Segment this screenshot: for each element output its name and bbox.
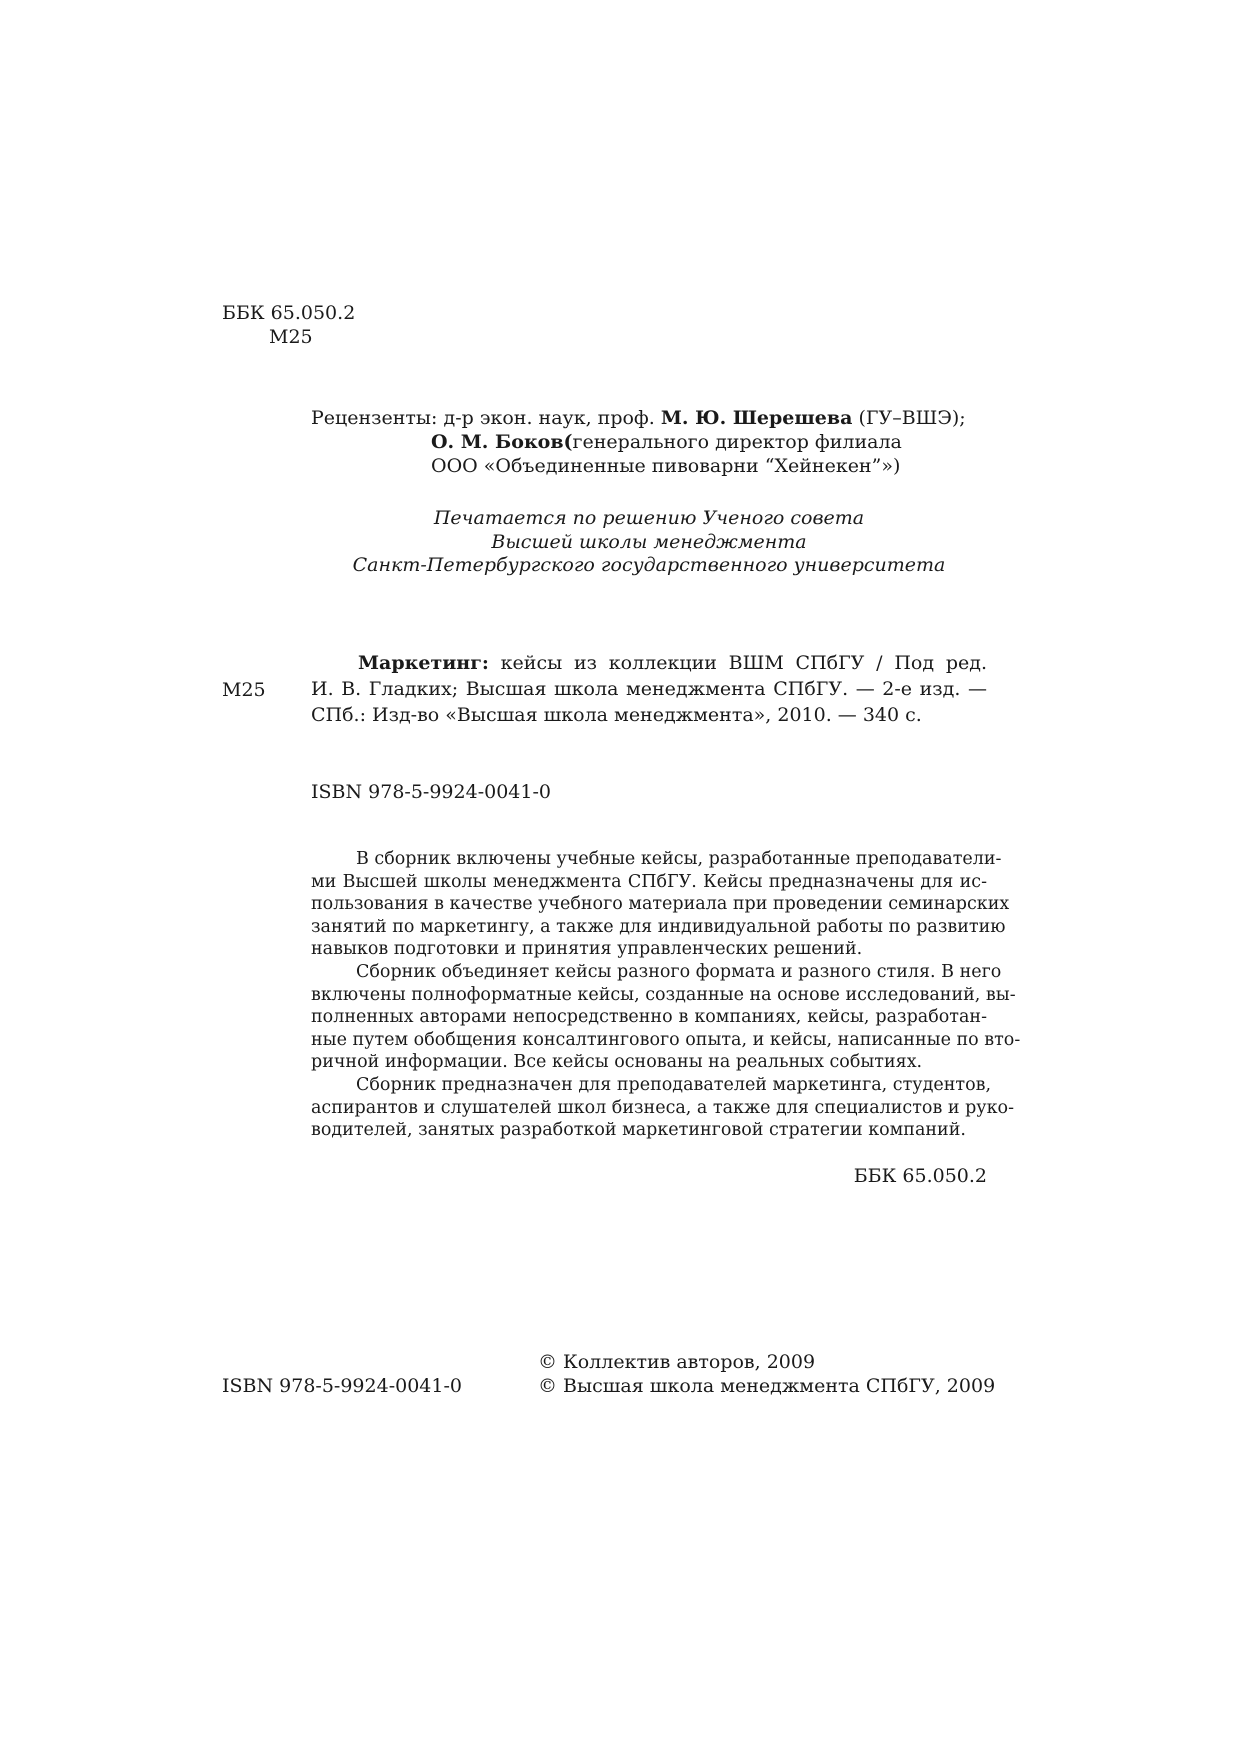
bibliographic-line-3: СПб.: Изд-во «Высшая школа менеджмента», 2010. — 340 с. xyxy=(311,704,922,726)
reviewers-line-2 xyxy=(431,430,902,454)
reviewer-2-position: генерального директор филиала xyxy=(572,431,902,453)
abstract-line: В сборник включены учебные кейсы, разработанные преподаватели- xyxy=(356,849,1002,869)
abstract-line: ные путем обобщения консалтингового опыта, и кейсы, написанные по вто- xyxy=(311,1029,1021,1050)
bbk-code: ББК 65.050.2 xyxy=(222,302,356,324)
approval-line-3: Санкт-Петербургского государственного университета xyxy=(352,554,946,576)
reviewers-label: Рецензенты: xyxy=(311,407,438,429)
bbk-bottom: ББК 65.050.2 xyxy=(853,1165,987,1187)
abstract-line: занятий по маркетингу, а также для индивидуальной работы по развитию xyxy=(311,916,1006,937)
bibliographic-line-2: И. В. Гладких; Высшая школа менеджмента СПбГУ. — 2-е изд. — xyxy=(311,678,987,700)
reviewer-1-prefix: д-р экон. наук, проф. xyxy=(443,407,655,429)
abstract-line: ми Высшей школы менеджмента СПбГУ. Кейсы предназначены для ис- xyxy=(311,871,987,892)
approval-line-1: Печатается по решению Ученого совета xyxy=(433,507,865,529)
author-mark: М25 xyxy=(269,326,313,348)
reviewers-line-1 xyxy=(311,406,966,430)
reviewer-2-company: ООО «Объединенные пивоварни “Хейнекен”») xyxy=(431,455,901,477)
abstract-line: аспирантов и слушателей школ бизнеса, а также для специалистов и руко- xyxy=(311,1097,1014,1118)
bibliographic-line-1 xyxy=(358,651,987,675)
abstract-line: полненных авторами непосредственно в компаниях, кейсы, разработан- xyxy=(311,1007,987,1028)
reviewer-1-name: М. Ю. Шерешева xyxy=(660,407,853,429)
abstract-line: Сборник предназначен для преподавателей маркетинга, студентов, xyxy=(356,1074,992,1095)
abstract-line: пользования в качестве учебного материала при проведении семинарских xyxy=(311,894,1010,915)
reviewer-1-affiliation: (ГУ–ВШЭ); xyxy=(858,407,966,429)
bibliographic-mark: М25 xyxy=(222,679,266,701)
isbn-bottom: ISBN 978-5-9924-0041-0 xyxy=(222,1375,462,1397)
abstract-line: включены полноформатные кейсы, созданные на основе исследований, вы- xyxy=(311,984,1016,1005)
abstract xyxy=(311,848,1021,1142)
book-title: Маркетинг: xyxy=(358,652,489,674)
reviewer-2-name: О. М. Боков xyxy=(431,431,564,453)
abstract-line: ричной информации. Все кейсы основаны на реальных событиях. xyxy=(311,1052,923,1073)
abstract-line: навыков подготовки и принятия управленческих решений. xyxy=(311,939,863,960)
reviewer-2-paren: ( xyxy=(563,431,573,453)
abstract-line: водителей, занятых разработкой маркетинговой стратегии компаний. xyxy=(311,1120,966,1141)
copyright-authors: © Коллектив авторов, 2009 xyxy=(538,1351,816,1373)
book-subtitle: кейсы из коллекции ВШМ СПбГУ / Под ред. xyxy=(500,652,987,674)
approval-line-2: Высшей школы менеджмента xyxy=(491,531,807,553)
abstract-line: Сборник объединяет кейсы разного формата и разного стиля. В него xyxy=(356,961,1002,982)
copyright-publisher: © Высшая школа менеджмента СПбГУ, 2009 xyxy=(538,1375,996,1397)
isbn-top: ISBN 978-5-9924-0041-0 xyxy=(311,781,551,803)
